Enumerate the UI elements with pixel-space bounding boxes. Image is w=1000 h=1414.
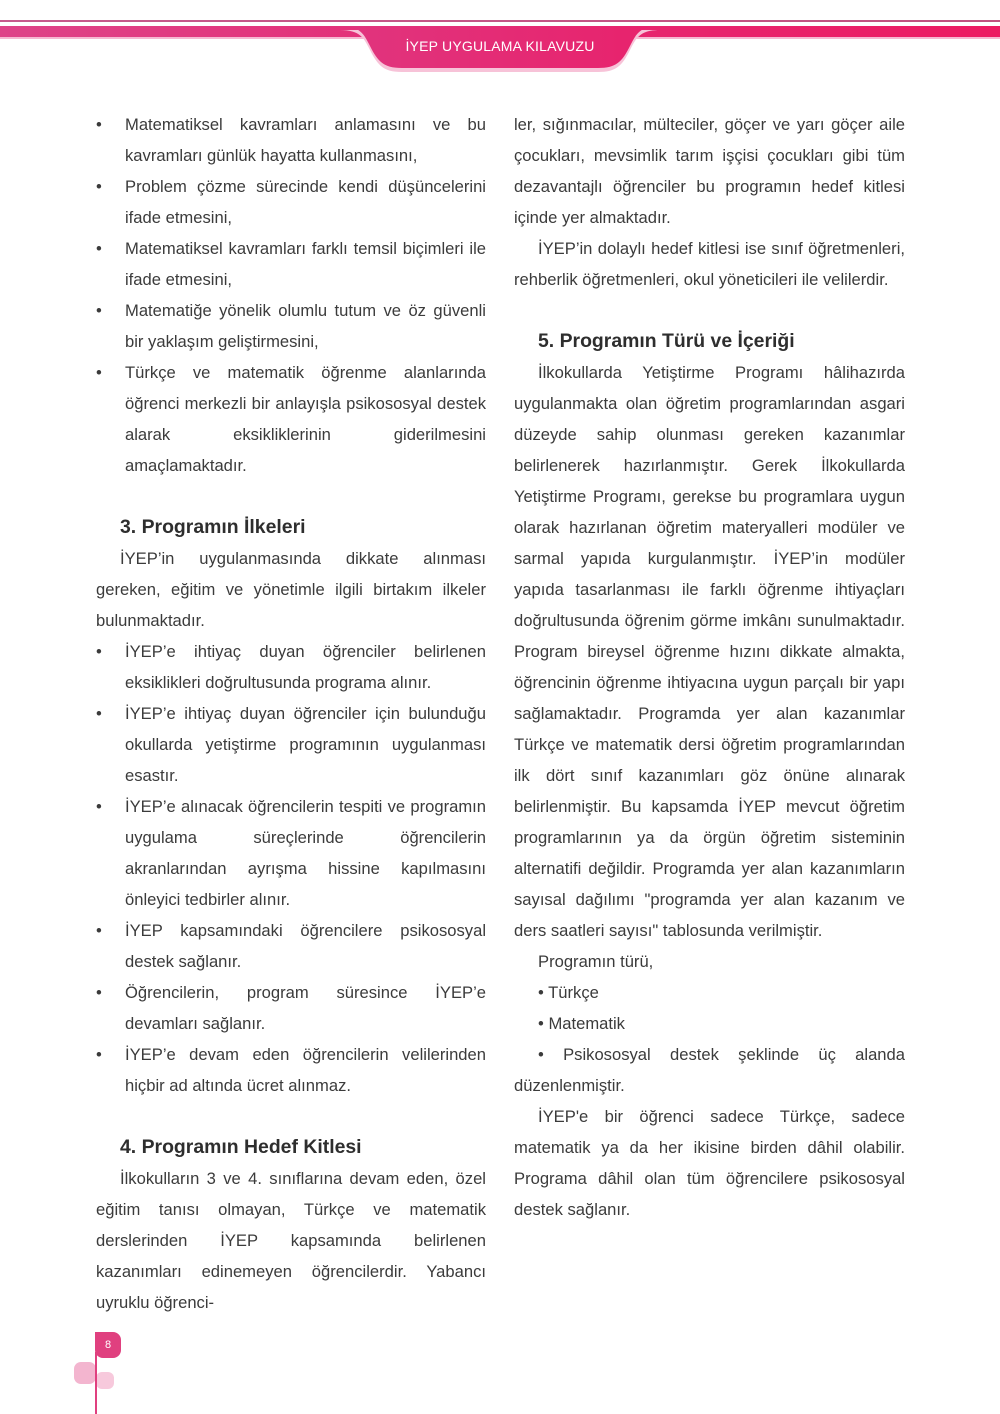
bullet-icon: •	[538, 1014, 544, 1033]
section-paragraph-continued: ler, sığınmacılar, mülteciler, göçer ve yarı göçer aile çocukları, mevsimlik tarım işçisi çocukları gibi tüm dezavantajlı öğrenciler bu programın hedef kitlesi içinde yer almaktadır.	[514, 115, 905, 227]
principles-list	[96, 636, 486, 1101]
list-item: • İYEP’e ihtiyaç duyan öğrenciler belirlenen eksiklikleri doğrultusunda programa alınır.	[96, 636, 486, 698]
bullet-icon: •	[538, 983, 544, 1002]
section-paragraph: İYEP’in dolaylı hedef kitlesi ise sınıf öğretmenleri, rehberlik öğretmenleri, okul yöneticileri ile velilerdir.	[514, 239, 905, 289]
bullet-icon: •	[96, 115, 102, 134]
header-thin-line	[0, 20, 1000, 22]
program-types-intro: Programın türü,	[538, 952, 654, 971]
list-item: • Psikososyal destek şeklinde üç alanda düzenlenmiştir.	[514, 1045, 905, 1095]
list-item: • Problem çözme sürecinde kendi düşüncelerini ifade etmesini,	[96, 171, 486, 233]
list-item: • Türkçe ve matematik öğrenme alanlarında öğrenci merkezli bir anlayışla psikososyal destek alarak eksikliklerinin giderilmesini amaçlamaktadır.	[96, 357, 486, 481]
list-item: • Matematiksel kavramları anlamasını ve bu kavramları günlük hayatta kullanmasını,	[96, 109, 486, 171]
bullet-icon: •	[96, 983, 102, 1002]
section-paragraph: İlkokullarda Yetiştirme Programı hâlihazırda uygulanmakta olan öğretim programlarından asgari düzeyde sahip olunması gereken kazanımlar belirlenerek hazırlanmıştır. Gerek İlkokullarda Yetiştirme Programı, gerekse bu programlara uygun olarak hazırlanan öğretim materyalleri modüler ve sarmal yapıda kurgulanmıştır. İYEP’in modüler yapıda tasarlanması ile farklı öğrenme ihtiyaçları doğrultusunda öğrenim görme imkânı sunulmaktadır. Program bireysel öğrenme hızını dikkate almakta, öğrencinin öğrenme ihtiyacına uygun parçalı bir yapı sağlamaktadır. Programda yer alan kazanımlar Türkçe ve matematik dersi öğretim programlarından ilk dört sınıf kazanımları göz önüne alınarak belirlenmiştir. Bu kapsamda İYEP mevcut öğretim programlarının ya da örgün öğretim sisteminin alternatifi değildir. Programda yer alan kazanımların sayısal dağılımı "programda yer alan kazanım ve ders saatleri sayısı" tablosunda verilmiştir.	[514, 363, 905, 940]
section-heading-principles: 3. Programın İlkeleri	[120, 516, 306, 538]
bullet-icon: •	[96, 704, 102, 723]
list-item: • İYEP’e alınacak öğrencilerin tespiti ve programın uygulama süreçlerinde öğrencilerin akranlarından ayrışma hissine kapılmasını önleyici tedbirler alınır.	[96, 791, 486, 915]
leaf-ornament	[96, 1372, 114, 1389]
list-item: • İYEP kapsamındaki öğrencilere psikososyal destek sağlanır.	[96, 915, 486, 977]
left-column	[96, 109, 486, 1318]
bullet-icon: •	[96, 1045, 102, 1064]
program-types-list	[514, 977, 905, 1101]
list-item: • Türkçe	[538, 983, 599, 1002]
list-item: • İYEP’e devam eden öğrencilerin velilerinden hiçbir ad altında ücret alınmaz.	[96, 1039, 486, 1101]
section-paragraph: İYEP'e bir öğrenci sadece Türkçe, sadece matematik ya da her ikisine birden dâhil olabilir. Programa dâhil olan tüm öğrencilere psikososyal destek sağlanır.	[514, 1107, 905, 1219]
list-item: • İYEP’e ihtiyaç duyan öğrenciler için bulunduğu okullarda yetiştirme programının uygulanması esastır.	[96, 698, 486, 791]
bullet-icon: •	[96, 301, 102, 320]
bullet-icon: •	[538, 1045, 544, 1064]
bullet-icon: •	[96, 177, 102, 196]
bullet-icon: •	[96, 921, 102, 940]
list-item: • Matematik	[538, 1014, 625, 1033]
list-item: • Matematiğe yönelik olumlu tutum ve öz güvenli bir yaklaşım geliştirmesini,	[96, 295, 486, 357]
bullet-icon: •	[96, 239, 102, 258]
section-paragraph: İYEP’in uygulanmasında dikkate alınması gereken, eğitim ve yönetimle ilgili birtakım ilkeler bulunmaktadır.	[96, 549, 486, 630]
leaf-ornament	[74, 1362, 96, 1384]
list-item: • Matematiksel kavramları farklı temsil biçimleri ile ifade etmesini,	[96, 233, 486, 295]
bullet-icon: •	[96, 363, 102, 382]
objectives-list	[96, 109, 486, 481]
section-heading-target-audience: 4. Programın Hedef Kitlesi	[120, 1136, 362, 1158]
right-column	[514, 109, 905, 1225]
bullet-icon: •	[96, 642, 102, 661]
section-heading-program-type: 5. Programın Türü ve İçeriği	[538, 330, 795, 352]
bullet-icon: •	[96, 797, 102, 816]
section-paragraph: İlkokulların 3 ve 4. sınıflarına devam eden, özel eğitim tanısı olmayan, Türkçe ve matematik derslerinden İYEP kapsamında belirlenen kazanımları edinemeyen öğrencilerdir. Yabancı uyruklu öğrenci-	[96, 1169, 486, 1312]
header-title: İYEP UYGULAMA KILAVUZU	[405, 38, 595, 54]
page-number: 8	[95, 1332, 121, 1358]
stem-ornament	[95, 1352, 97, 1414]
list-item: • Öğrencilerin, program süresince İYEP’e devamları sağlanır.	[96, 977, 486, 1039]
